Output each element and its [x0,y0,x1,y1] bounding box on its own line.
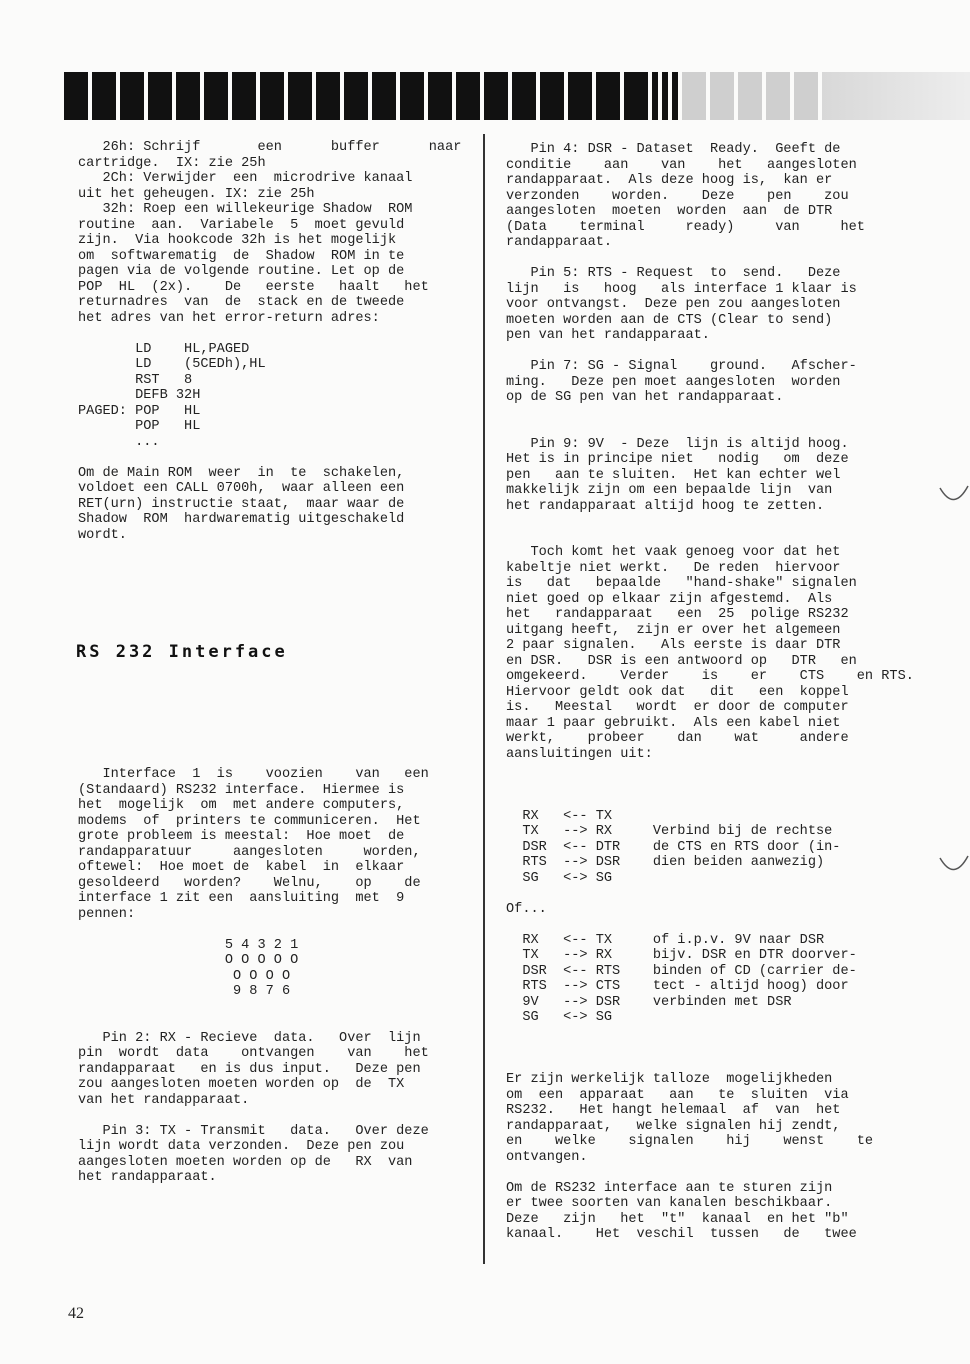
text-line: DSR <-- RTS binden of CD (carrier de- [506,963,857,979]
text-line: interface 1 zit een aansluiting met 9 [78,891,405,906]
text-line: Shadow ROM hardwarematig uitgeschakeld [78,512,405,527]
text-line: RX <-- TX of i.p.v. 9V naar DSR [506,932,825,948]
text-line [506,530,886,546]
text-line: lijn is hoog als interface 1 klaar is [506,281,857,297]
text-line: RET(urn) instructie staat, maar waar de [78,496,405,512]
left-column-text [78,140,462,543]
text-line: Pin 7: SG - Signal ground. Afscher- [506,359,857,374]
text-line [506,1041,886,1057]
text-line [506,344,886,360]
text-line: pennen: [78,906,136,922]
text-line: 5 4 3 2 1 [78,937,299,953]
text-line: 32h: Roep een willekeurige Shadow ROM [78,202,413,217]
text-line: aansluitingen uit: [506,746,653,762]
text-line: oftewel: Hoe moet de kabel in elkaar [78,860,405,875]
text-line: 26h: Schrijf een buffer naar [78,140,462,155]
text-line: Er zijn werkelijk talloze mogelijkheden [506,1072,833,1087]
text-line [78,922,458,938]
text-line: werkt, probeer dan wat andere [506,731,849,746]
text-line: modems of printers te communiceren. Het [78,813,421,829]
text-line: 2Ch: Verwijder een microdrive kanaal [78,171,413,186]
text-line: het adres van het error-return adres: [78,310,380,326]
text-line: en DSR. DSR is een antwoord op DTR en [506,653,857,669]
text-line: pagen via de volgende routine. Let op de [78,264,405,279]
text-line: Om de RS232 interface aan te sturen zijn [506,1180,833,1196]
text-line: Hiervoor geldt ook dat dit een koppel [506,684,849,700]
text-line: LD (5CEDh),HL [78,357,266,372]
text-line: LD HL,PAGED [78,341,250,357]
text-line: POP HL (2x). De eerste haalt het [78,279,429,295]
text-line: Toch komt het vaak genoeg voor dat het [506,545,841,560]
text-line: (Standaard) RS232 interface. Hiermee is [78,782,405,798]
text-line: grote probleem is meestal: Hoe moet de [78,829,405,844]
text-line: O O O O [78,968,291,984]
text-line: uitgang heeft, zijn er over het algemeen [506,622,841,638]
text-line: randapparaat, welke signalen hij zendt, [506,1118,841,1134]
text-line [78,450,458,466]
text-line: Pin 9: 9V - Deze lijn is altijd hoog. [506,436,849,452]
text-line: het randapparaat een 25 polige RS232 [506,607,849,622]
text-line: RTS --> DSR dien beiden aanwezig) [506,855,825,870]
text-line: conditie aan van het aangesloten [506,157,857,173]
text-line: aangesloten moeten worden op de RX van [78,1154,413,1170]
text-line: RTS --> CTS tect - altijd hoog) door [506,979,849,994]
text-line: voldoet een CALL 0700h, waar alleen een [78,481,405,496]
text-line: moeten worden aan de CTS (Clear to send) [506,312,833,328]
text-line: Pin 3: TX - Transmit data. Over deze [78,1123,429,1139]
text-line [506,251,886,267]
text-line: het randapparaat. [78,1170,217,1185]
text-line: is dat bepaalde "hand-shake" signalen [506,576,857,591]
text-line [506,1057,886,1073]
text-line [506,762,886,778]
text-line [506,1165,886,1181]
text-line: 9V --> DSR verbinden met DSR [506,994,792,1010]
text-line: Het is in principe niet nodig om deze [506,452,849,467]
section-heading: RS 232 Interface [76,642,288,662]
text-line: DSR <-- DTR de CTS en RTS door (in- [506,839,841,855]
text-line: maar 1 paar gebruikt. Als een kabel niet [506,715,841,731]
text-line: TX --> RX bijv. DSR en DTR doorver- [506,948,857,963]
text-line: voor ontvangst. Deze pen zou aangesloten [506,297,841,312]
text-line: aangesloten moeten worden aan de DTR [506,204,833,219]
text-line: wordt. [78,527,127,543]
binder-hole-icon [936,482,970,508]
text-line: Pin 2: RX - Recieve data. Over lijn [78,1030,421,1046]
text-line: RST 8 [78,372,193,388]
text-line: ontvangen. [506,1149,588,1165]
text-line [506,917,886,933]
page-number: 42 [68,1305,84,1322]
text-line: en welke signalen hij wenst te [506,1134,874,1149]
text-line: om softwarematig de Shadow ROM in te [78,248,405,264]
text-line: (Data terminal ready) van het [506,219,865,235]
text-line [506,406,886,422]
decorative-header-bar [64,72,970,120]
text-line [506,421,886,437]
text-line [78,1000,458,1016]
right-column-text [506,142,914,1243]
text-line [78,326,458,342]
text-line [506,778,886,794]
text-line: randapparaat en is dus input. Deze pen [78,1061,421,1077]
text-line: kanaal. Het veschil tussen de twee [506,1227,857,1242]
text-line [506,1026,886,1042]
text-line: DEFB 32H [78,388,201,403]
text-line: kabeltje niet werkt. De reden hiervoor [506,560,841,576]
text-line [506,514,886,530]
column-divider [483,134,485,1264]
text-line: RX <-- TX [506,808,613,824]
text-line: er twee soorten van kanalen beschikbaar. [506,1196,833,1211]
text-line: Pin 4: DSR - Dataset Ready. Geeft de [506,142,841,157]
text-line: niet goed op elkaar zijn afgestemd. Als [506,591,833,607]
text-line: ming. Deze pen moet aangesloten worden [506,374,841,390]
text-line: lijn wordt data verzonden. Deze pen zou [78,1139,405,1154]
text-line: ... [78,434,160,450]
text-line: van het randapparaat. [78,1092,250,1108]
text-line: SG <-> SG [506,870,613,886]
text-line: randapparaat. [506,235,613,250]
text-line: pen aan te sluiten. Het kan echter wel [506,467,841,483]
text-line: pin wordt data ontvangen van het [78,1046,429,1061]
text-line: SG <-> SG [506,1010,613,1025]
text-line: TX --> RX Verbind bij de rechtse [506,824,833,839]
text-line: zou aangesloten moeten worden op de TX [78,1077,405,1092]
left-column-text-b [78,767,458,1186]
text-line: PAGED: POP HL [78,403,201,419]
text-line [506,886,886,902]
text-line [78,1108,458,1124]
text-line: Om de Main ROM weer in te schakelen, [78,465,405,481]
text-line: Interface 1 is voozien van een [78,767,429,782]
text-line: 2 paar signalen. Als eerste is daar DTR [506,638,841,653]
text-line: omgekeerd. Verder is er CTS en RTS. [506,669,914,684]
text-line: Of... [506,901,547,917]
text-line: zijn. Via hookcode 32h is het mogelijk [78,233,397,248]
text-line: om een apparaat aan te sluiten via [506,1087,849,1103]
text-line: randapparaat. Als deze hoog is, kan er [506,173,833,188]
text-line: RS232. Het hangt helemaal af van het [506,1103,841,1118]
binder-hole-icon [936,852,970,878]
text-line: returnadres van de stack en de tweede [78,295,405,310]
text-line: is. Meestal wordt er door de computer [506,700,849,715]
text-line: pen van het randapparaat. [506,328,710,343]
text-line [506,793,886,809]
text-line [78,1015,458,1031]
text-line: randapparatuur aangesloten worden, [78,844,421,860]
text-line: cartridge. IX: zie 25h [78,155,266,171]
text-line: POP HL [78,419,201,434]
text-line: makkelijk zijn om een bepaalde lijn van [506,483,833,498]
text-line: O O O O O [78,953,299,968]
text-line: op de SG pen van het randapparaat. [506,390,784,405]
text-line: Pin 5: RTS - Request to send. Deze [506,266,841,281]
text-line: uit het geheugen. IX: zie 25h [78,186,315,202]
text-line: gesoldeerd worden? Welnu, op de [78,875,421,891]
text-line: routine aan. Variabele 5 moet gevuld [78,217,405,233]
text-line: het mogelijk om met andere computers, [78,798,405,813]
text-line: verzonden worden. Deze pen zou [506,188,849,204]
text-line: het randapparaat altijd hoog te zetten. [506,498,825,514]
text-line: Deze zijn het "t" kanaal en het "b" [506,1211,849,1227]
text-line: 9 8 7 6 [78,984,291,999]
